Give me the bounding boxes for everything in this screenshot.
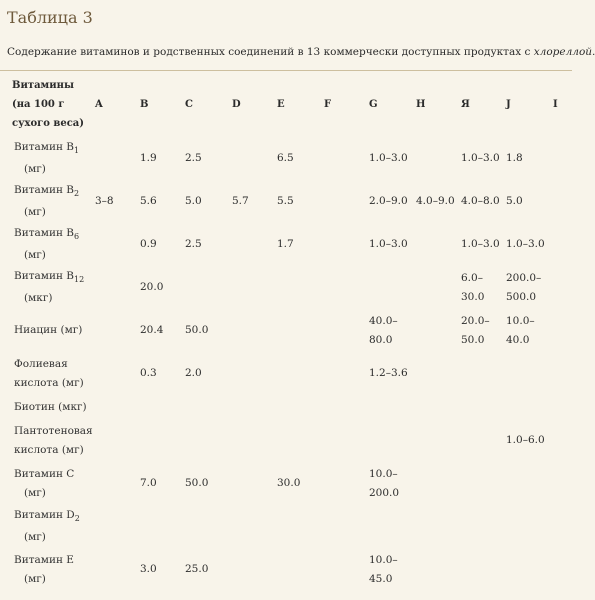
table-cell-b [135,419,180,462]
column-header-g: G [369,98,378,110]
table-cell-e [272,309,319,352]
table-cell-c: 2.5 [185,152,202,164]
row-label [0,223,90,266]
table-cell-a [90,548,135,591]
table-cell-d: 5.7 [232,195,249,207]
table-cell-d [227,352,272,395]
row-label [0,505,90,548]
table-cell-я: 4.0–8.0 [461,195,500,207]
table-cell-j: 1.0–3.0 [506,238,545,250]
table-cell-c [180,266,227,309]
table-cell-g: 2.0–9.0 [369,195,408,207]
table-cell-g [364,505,411,548]
table-cell-h [411,137,456,180]
table-cell-i [548,505,570,548]
row-label [0,180,90,223]
table-cell-i [548,137,570,180]
table-cell-e [272,505,319,548]
table-cell-i [548,309,570,352]
table-cell-c: 2.0 [185,367,202,379]
table-cell-e [272,548,319,591]
table-cell-b: 20.4 [140,324,164,336]
table-cell-f [319,395,364,419]
column-header-i: I [553,98,558,110]
table-cell-h [411,223,456,266]
column-header-b: B [140,98,149,110]
table-cell-j [501,505,548,548]
table-cell-f [319,352,364,395]
table-cell-d [227,419,272,462]
table-cell-b: 7.0 [140,477,157,489]
table-cell-j [501,395,548,419]
table-row [0,419,570,462]
table-cell-я [456,462,501,505]
table-cell-h [411,309,456,352]
table-row [0,309,570,352]
table-cell-e: 30.0 [277,477,301,489]
table-cell-j: 10.0–40.0 [506,314,535,346]
table-cell-g: 10.0–200.0 [369,467,400,499]
row-label [0,352,90,395]
column-header-я: Я [461,98,470,110]
table-cell-a [90,223,135,266]
row-label-unit: (мг) [24,249,46,262]
table-cell-c: 50.0 [185,324,209,336]
table-cell-j [501,462,548,505]
table-cell-f [319,548,364,591]
table-row [0,180,570,223]
table-title: Таблица 3 [7,8,93,27]
table-cell-c [180,505,227,548]
row-label-subscript: 12 [74,275,85,285]
table-cell-i [548,223,570,266]
column-header-j: J [506,98,511,110]
table-cell-я: 1.0–3.0 [461,152,500,164]
row-label [0,419,93,462]
row-label-text: Витамин C [14,467,75,480]
table-cell-i [548,180,570,223]
row-label [0,309,90,352]
table-cell-d [227,505,272,548]
table-cell-я: 1.0–3.0 [461,238,500,250]
table-cell-e: 6.5 [277,152,294,164]
table-cell-d [227,548,272,591]
table-cell-g: 40.0–80.0 [369,314,398,346]
table-cell-a [90,505,135,548]
row-label-unit: (мг) [24,531,46,544]
table-cell-я [456,395,501,419]
table-cell-g [364,266,411,309]
row-label [0,548,90,591]
table-body [0,137,570,591]
table-cell-b: 20.0 [140,281,164,293]
table-caption [7,46,595,58]
table-row [0,395,570,419]
table-row [0,137,570,180]
table-cell-c [180,395,227,419]
table-cell-d [227,223,272,266]
table-cell-f [319,505,364,548]
table-cell-c [180,419,227,462]
table-cell-a [90,419,135,462]
column-header-c: C [185,98,193,110]
column-header-h: H [416,98,426,110]
table-cell-я [456,505,501,548]
row-label-text: Витамин B [14,140,75,153]
vitamins-table [0,71,570,591]
table-cell-f [319,462,364,505]
table-cell-b: 5.6 [140,195,157,207]
row-label-text: Витамин B [14,226,75,239]
table-cell-h [411,505,456,548]
table-cell-f [319,137,364,180]
table-cell-h [411,266,456,309]
row-label-text: Пантотеновая кислота (мг) [14,424,93,456]
table-cell-b [135,505,180,548]
table-cell-h [411,548,456,591]
row-label-text: Фолиевая кислота (мг) [14,357,84,389]
table-cell-a [90,266,135,309]
table-cell-я [456,352,501,395]
table-cell-f [319,419,364,462]
row-label-subscript: 2 [74,189,80,199]
row-label [0,462,90,505]
table-cell-d [227,309,272,352]
caption-text: Содержание витаминов и родственных соединений в 13 коммерчески доступных продуктах с [7,46,534,58]
table-row [0,548,570,591]
table-cell-b: 0.3 [140,367,157,379]
table-row [0,266,570,309]
table-row [0,505,570,548]
table-cell-b: 3.0 [140,563,157,575]
table-scroll-area[interactable] [0,71,572,600]
table-cell-c: 2.5 [185,238,202,250]
table-cell-f [319,266,364,309]
table-cell-h [411,462,456,505]
table-cell-b: 1.9 [140,152,157,164]
row-label-unit: (мг) [24,486,46,499]
table-cell-j: 1.8 [506,152,523,164]
table-cell-i [548,419,570,462]
table-cell-я [456,419,501,462]
column-header-e: E [277,98,285,110]
table-cell-d [227,137,272,180]
table-cell-j [501,352,548,395]
table-cell-e [272,352,319,395]
row-label-text: Витамин D [14,508,75,521]
table-cell-g: 10.0–45.0 [369,553,398,585]
table-cell-i [548,266,570,309]
table-cell-я [456,548,501,591]
row-label-subscript: 2 [74,514,80,524]
row-label-text: Биотин (мкг) [14,400,87,413]
table-cell-h: 4.0–9.0 [416,195,455,207]
row-label-unit: (мг) [24,572,46,585]
table-cell-я: 20.0–50.0 [461,314,490,346]
row-label-unit: (мкг) [24,292,53,305]
column-header-a: A [95,98,103,110]
table-cell-g: 1.2–3.6 [369,367,408,379]
row-label-subscript: 6 [74,232,80,242]
table-cell-b: 0.9 [140,238,157,250]
table-cell-f [319,223,364,266]
table-cell-e [272,266,319,309]
table-row [0,462,570,505]
table-cell-a [90,462,135,505]
table-cell-j: 5.0 [506,195,523,207]
table-cell-j: 200.0–500.0 [506,271,542,303]
table-cell-c: 25.0 [185,563,209,575]
table-cell-g [364,395,411,419]
table-cell-j: 1.0–6.0 [506,434,545,446]
table-cell-d [227,266,272,309]
row-label-subscript: 1 [74,146,80,156]
table-cell-i [548,352,570,395]
row-label [0,266,90,309]
table-cell-a [90,309,135,352]
table-row [0,352,570,395]
table-cell-g [364,419,411,462]
table-header-row [0,71,570,137]
table-cell-d [227,462,272,505]
table-cell-я: 6.0–30.0 [461,271,485,303]
row-label-unit: (мг) [24,163,46,176]
row-label [0,395,90,419]
row-label [0,137,90,180]
table-cell-f [319,309,364,352]
table-cell-f [319,180,364,223]
table-cell-e: 5.5 [277,195,294,207]
table-cell-h [411,395,456,419]
caption-emphasis: хлореллой. [533,46,595,58]
column-header-d: D [232,98,241,110]
row-label-text: Витамин E [14,553,74,566]
table-cell-e [272,419,319,462]
table-row [0,223,570,266]
table-cell-i [548,548,570,591]
table-cell-g: 1.0–3.0 [369,152,408,164]
column-header-f: F [324,98,332,110]
row-label-text: Ниацин (мг) [14,324,83,336]
table-cell-a [90,137,135,180]
table-cell-a [90,352,135,395]
table-cell-h [411,419,456,462]
row-label-text: Витамин B [14,183,75,196]
table-cell-g: 1.0–3.0 [369,238,408,250]
table-cell-h [411,352,456,395]
table-cell-d [227,395,272,419]
table-cell-e [272,395,319,419]
row-label-text: Витамин B [14,269,75,282]
table-cell-b [135,395,180,419]
table-cell-c: 50.0 [185,477,209,489]
table-cell-e: 1.7 [277,238,294,250]
table-cell-i [548,395,570,419]
table-cell-j [501,548,548,591]
column-header-vitamins: Витамины (на 100 г сухого веса) [12,79,85,129]
table-cell-a: 3–8 [95,195,114,207]
table-cell-c: 5.0 [185,195,202,207]
row-label-unit: (мг) [24,206,46,219]
table-cell-i [548,462,570,505]
table-cell-a [90,395,135,419]
